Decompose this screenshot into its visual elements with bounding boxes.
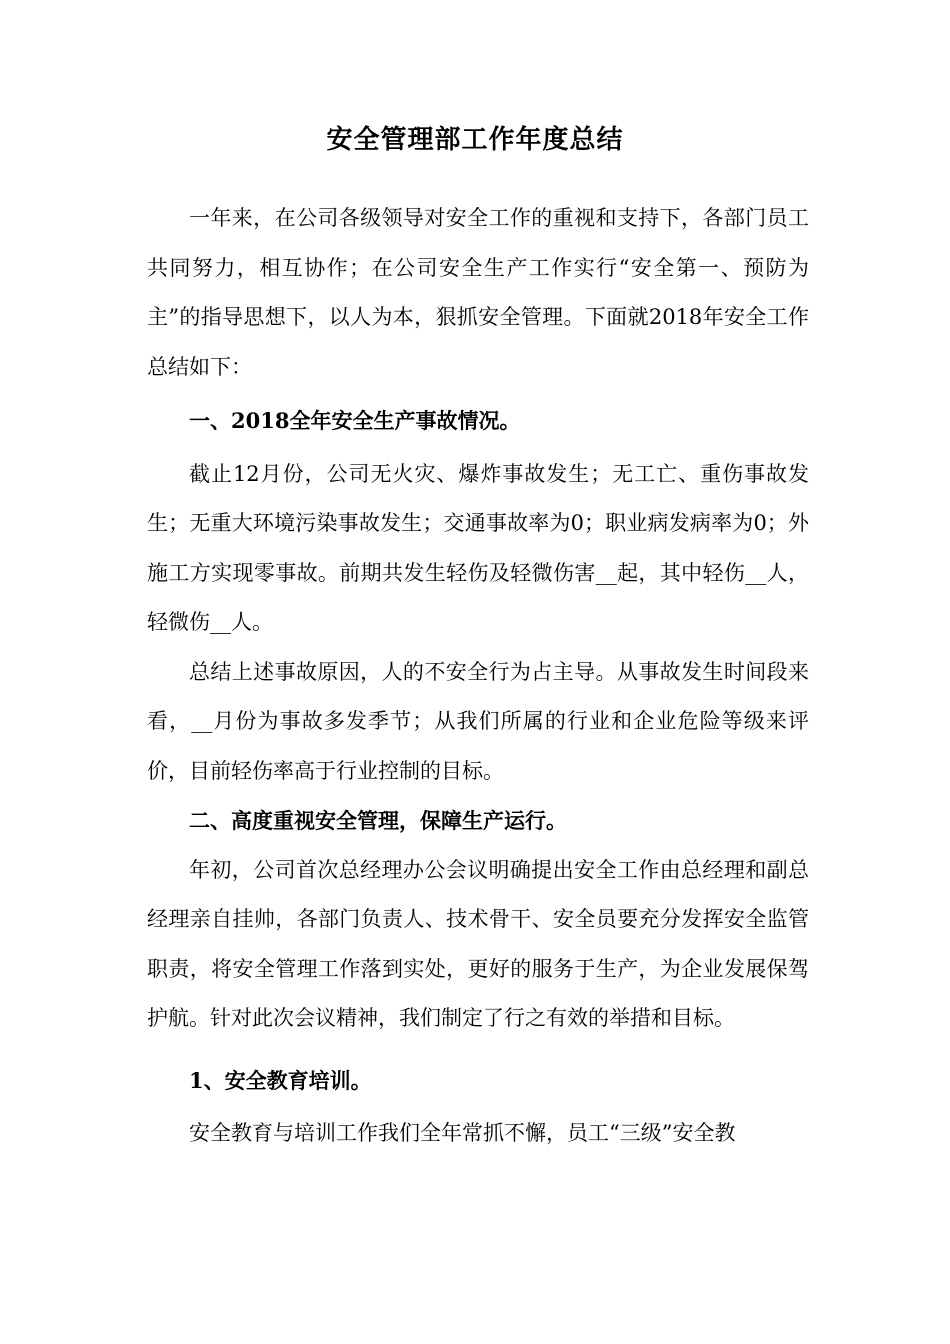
accident-summary-paragraph: 截止12月份，公司无火灾、爆炸事故发生；无工亡、重伤事故发生；无重大环境污染事故发生；交通事故率为0；职业病发病率为0；外施工方实现零事故。前期共发生轻伤及轻微伤害__起，其中轻伤__人，轻微伤__人。 <box>147 461 809 634</box>
intro-paragraph: 一年来，在公司各级领导对安全工作的重视和支持下，各部门员工共同努力，相互协作；在公司安全生产工作实行“安全第一、预防为主”的指导思想下，以人为本，狠抓安全管理。下面就2018年安全工作总结如下： <box>147 206 809 379</box>
subsection-heading-1: 1、安全教育培训。 <box>189 1067 372 1093</box>
section-heading-2: 二、高度重视安全管理，保障生产运行。 <box>189 808 567 833</box>
section-heading-1: 一、2018全年安全生产事故情况。 <box>189 408 521 433</box>
document-body <box>147 194 809 1159</box>
training-paragraph: 安全教育与培训工作我们全年常抓不懈，员工“三级”安全教 <box>189 1121 736 1145</box>
page-title: 安全管理部工作年度总结 <box>326 125 624 155</box>
management-paragraph: 年初，公司首次总经理办公会议明确提出安全工作由总经理和副总经理亲自挂帅，各部门负责人、技术骨干、安全员要充分发挥安全监管职责，将安全管理工作落到实处，更好的服务于生产，为企业发展保驾护航。针对此次会议精神，我们制定了行之有效的举措和目标。 <box>147 857 809 1030</box>
accident-cause-paragraph: 总结上述事故原因，人的不安全行为占主导。从事故发生时间段来看，__月份为事故多发季节；从我们所属的行业和企业危险等级来评价，目前轻伤率高于行业控制的目标。 <box>147 659 809 783</box>
